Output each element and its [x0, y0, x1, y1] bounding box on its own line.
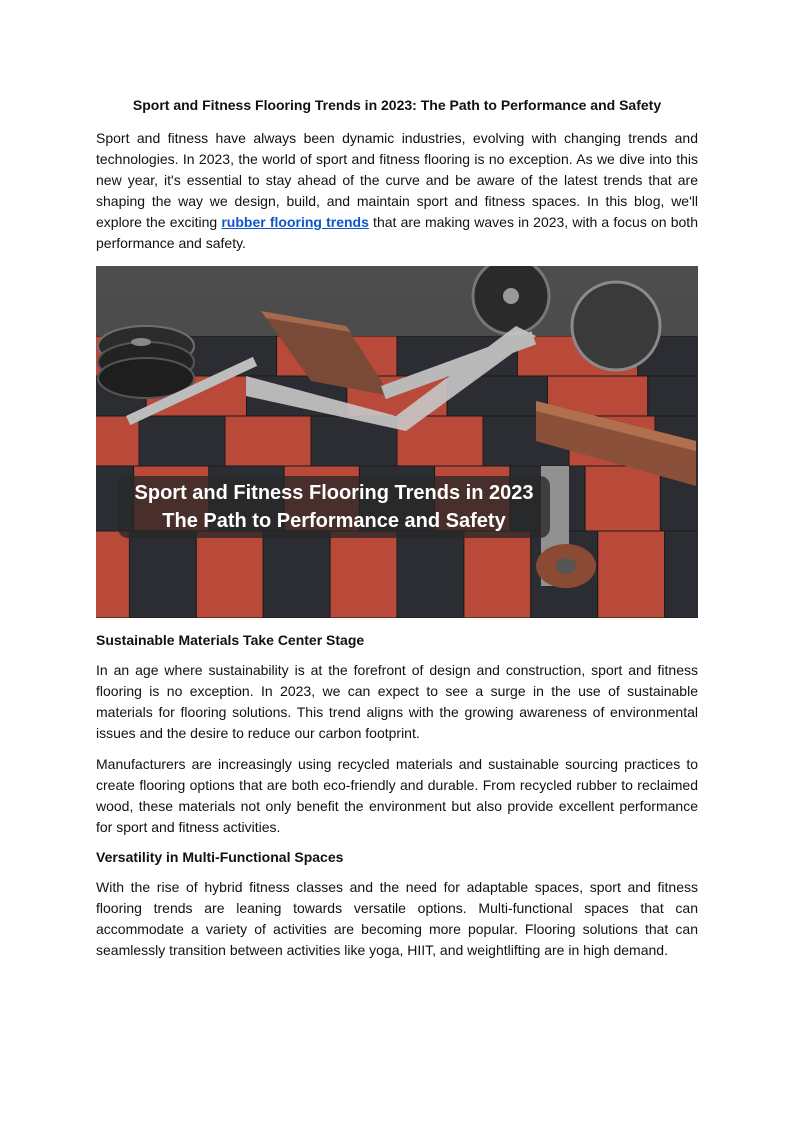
section-paragraph: Manufacturers are increasingly using recycled materials and sustainable sourcing practices to create flooring options that are both eco-friendly and durable. From recycled rubber to reclaimed wood, these materials not only benefit the environment but also provide excellent performance for sport and fitness activities. — [96, 756, 698, 835]
section-heading-versatility: Versatility in Multi-Functional Spaces — [96, 849, 344, 865]
intro-paragraph — [96, 128, 698, 254]
article-title: Sport and Fitness Flooring Trends in 2023: The Path to Performance and Safety — [132, 97, 662, 113]
section-heading-sustainable: Sustainable Materials Take Center Stage — [96, 632, 365, 648]
weight-plates-icon — [98, 326, 194, 398]
hero-caption-line1: Sport and Fitness Flooring Trends in 2023 — [134, 482, 534, 504]
hero-caption-overlay — [118, 476, 550, 538]
hero-caption-line2: The Path to Performance and Safety — [162, 510, 506, 532]
section-paragraph: With the rise of hybrid fitness classes and the need for adaptable spaces, sport and fitness flooring trends are leaning towards versatile options. Multi-functional spaces that can accommodate a variety of activities are becoming more popular. Flooring solutions that can seamlessly transition between activities like yoga, HIIT, and weightlifting are in high demand. — [96, 879, 698, 958]
rubber-flooring-trends-link[interactable]: rubber flooring trends — [221, 214, 369, 230]
gym-scene-illustration — [96, 266, 698, 618]
article-body — [96, 96, 698, 971]
intro-text-after-link: that are making waves in 2023, with a focus on both performance and safety. — [96, 214, 698, 251]
gym-flooring-hero-image — [96, 266, 698, 618]
section-paragraph: In an age where sustainability is at the forefront of design and construction, sport and fitness flooring is no exception. In 2023, we can expect to see a surge in the use of sustainable materials for flooring solutions. This trend aligns with the growing awareness of environmental issues and the desire to reduce our carbon footprint. — [96, 662, 698, 741]
intro-text-before-link: Sport and fitness have always been dynamic industries, evolving with changing trends and technologies. In 2023, the world of sport and fitness flooring is no exception. As we dive into this new year, it's essential to stay ahead of the curve and be aware of the latest trends that are shaping the way we design, build, and maintain sport and fitness spaces. In this blog, we'll explore the exciting — [96, 130, 698, 230]
